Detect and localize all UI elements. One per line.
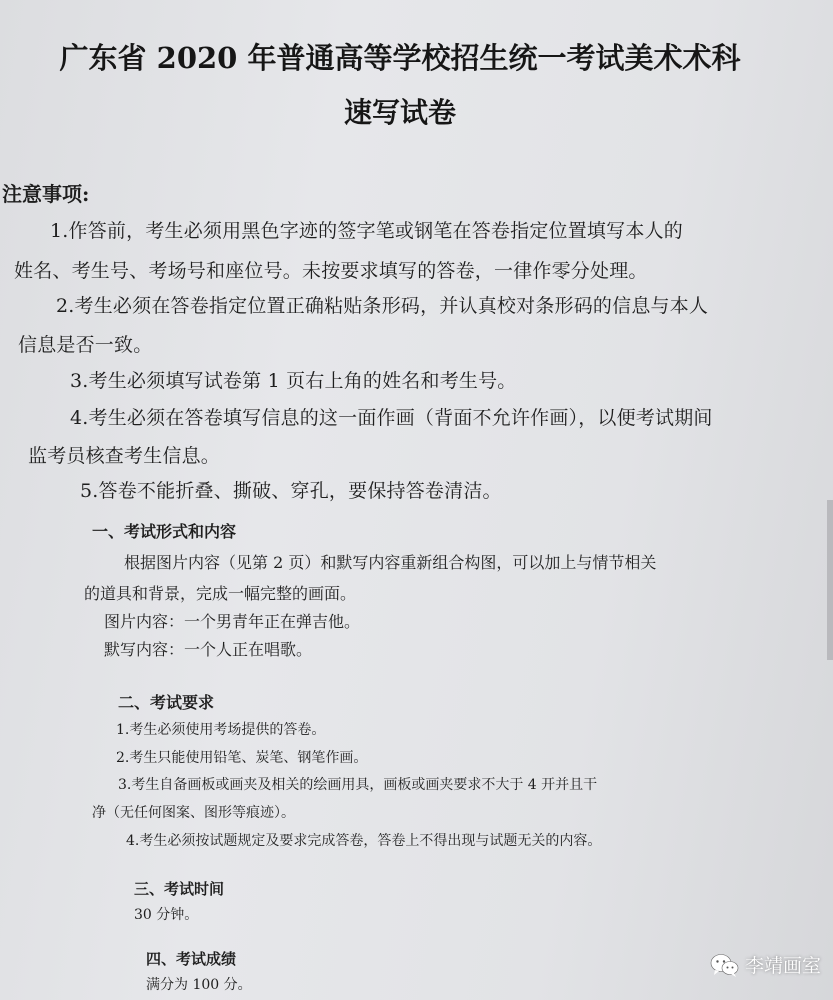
note-line: 2.考生必须在答卷指定位置正确粘贴条形码，并认真校对条形码的信息与本人 — [56, 295, 709, 317]
section3-line: 30 分钟。 — [134, 907, 199, 923]
section1-line: 的道具和背景，完成一幅完整的画面。 — [84, 584, 357, 603]
section2-line: 净（无任何图案、图形等痕迹）。 — [92, 805, 295, 821]
watermark-text: 李靖画室 — [744, 955, 821, 977]
section4-line: 满分为 100 分。 — [146, 977, 252, 993]
note-line: 4.考生必须在答卷填写信息的这一面作画（背面不允许作画），以便考试期间 — [70, 407, 713, 429]
document-subtitle: 速写试卷 — [343, 96, 456, 129]
section2-heading: 二、考试要求 — [118, 693, 215, 712]
section1-heading: 一、考试形式和内容 — [92, 522, 237, 541]
note-line: 监考员核查考生信息。 — [28, 445, 221, 467]
note-line: 3.考生必须填写试卷第 1 页右上角的姓名和考生号。 — [70, 370, 517, 392]
section2-line: 4.考生必须按试题规定及要求完成答卷，答卷上不得出现与试题无关的内容。 — [126, 833, 602, 849]
section4-heading: 四、考试成绩 — [146, 950, 237, 968]
watermark — [709, 951, 821, 978]
section1-line: 默写内容：一个人正在唱歌。 — [104, 640, 313, 659]
note-line: 姓名、考生号、考场号和座位号。未按要求填写的答卷，一律作零分处理。 — [14, 260, 648, 282]
note-line: 信息是否一致。 — [18, 334, 153, 356]
wechat-icon — [709, 952, 739, 978]
section2-line: 3.考生自备画板或画夹及相关的绘画用具，画板或画夹要求不大于 4 开并且干 — [118, 777, 598, 793]
section2-line: 1.考生必须使用考场提供的答卷。 — [116, 722, 326, 738]
note-line: 5.答卷不能折叠、撕破、穿孔，要保持答卷清洁。 — [80, 480, 502, 502]
section2-line: 2.考生只能使用铅笔、炭笔、钢笔作画。 — [116, 750, 368, 766]
section1-line: 根据图片内容（见第 2 页）和默写内容重新组合构图，可以加上与情节相关 — [124, 553, 657, 572]
section1-line: 图片内容：一个男青年正在弹吉他。 — [104, 612, 361, 631]
document-title: 广东省 2020 年普通高等学校招生统一考试美术术科 — [59, 41, 741, 75]
section3-heading: 三、考试时间 — [134, 880, 225, 898]
paper-edge — [827, 500, 833, 660]
note-line: 1.作答前，考生必须用黑色字迹的签字笔或钢笔在答卷指定位置填写本人的 — [50, 220, 683, 242]
notes-heading: 注意事项: — [2, 182, 90, 206]
